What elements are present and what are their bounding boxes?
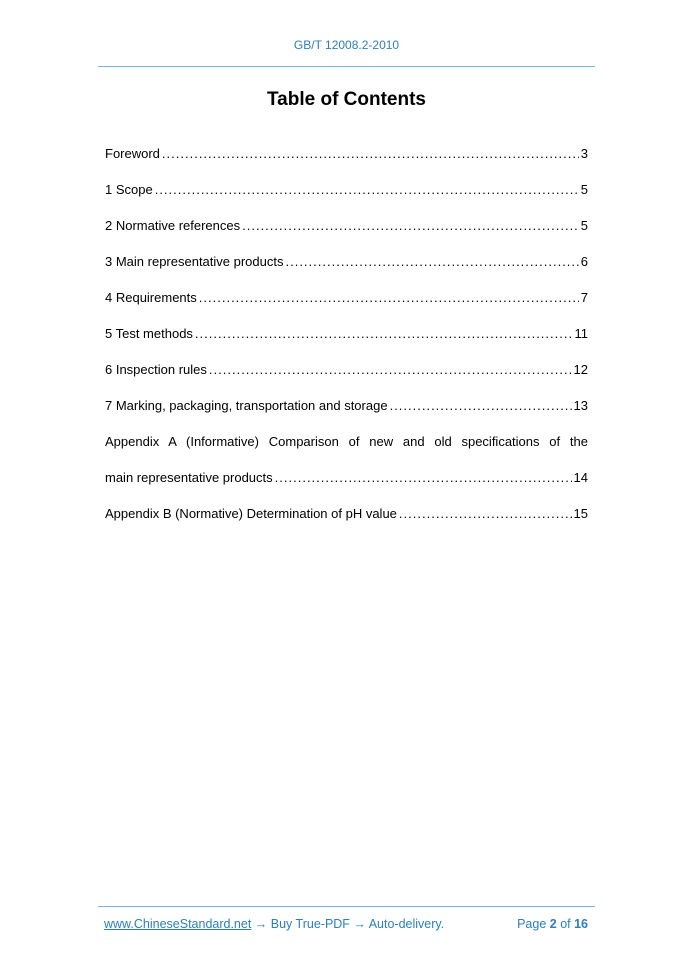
current-page-number: 2 bbox=[549, 917, 557, 931]
toc-entry-label: Foreword bbox=[105, 146, 160, 161]
toc-entry-label: 5 Test methods bbox=[105, 326, 193, 341]
toc-entry-label: 4 Requirements bbox=[105, 290, 197, 305]
dot-leader bbox=[209, 359, 572, 381]
dot-leader bbox=[162, 143, 579, 165]
website-link[interactable]: www.ChineseStandard.net bbox=[104, 917, 252, 931]
toc-entry-appendix-a-line1[interactable]: Appendix A (Informative) Comparison of new and old specifications of the bbox=[105, 434, 588, 449]
toc-entry-marking-packaging[interactable] bbox=[105, 395, 588, 431]
page-footer bbox=[104, 917, 588, 931]
toc-entry-page: 6 bbox=[580, 254, 588, 269]
dot-leader bbox=[155, 179, 579, 201]
total-page-count: 16 bbox=[574, 917, 588, 931]
document-code-header: GB/T 12008.2-2010 bbox=[293, 38, 400, 52]
dot-leader bbox=[390, 395, 572, 417]
dot-leader bbox=[199, 287, 579, 309]
toc-entry-label: main representative products bbox=[105, 470, 273, 485]
footer-divider bbox=[98, 906, 595, 907]
page-prefix: Page bbox=[517, 917, 550, 931]
toc-entry-page: 5 bbox=[580, 218, 588, 233]
dot-leader bbox=[242, 215, 579, 237]
toc-entry-page: 7 bbox=[580, 290, 588, 305]
toc-entry-page: 15 bbox=[573, 506, 588, 521]
toc-entry-label: 2 Normative references bbox=[105, 218, 241, 233]
toc-entry-scope[interactable] bbox=[105, 179, 588, 215]
toc-entry-label: 3 Main representative products bbox=[105, 254, 284, 269]
toc-entry-label: 1 Scope bbox=[105, 182, 153, 197]
toc-entry-page: 12 bbox=[573, 362, 588, 377]
toc-entry-appendix-b[interactable] bbox=[105, 503, 588, 539]
header-divider bbox=[98, 66, 595, 67]
toc-entry-main-representative-products[interactable] bbox=[105, 251, 588, 287]
page-of-label: of bbox=[556, 917, 575, 931]
toc-entry-inspection-rules[interactable] bbox=[105, 359, 588, 395]
toc-entry-label: 7 Marking, packaging, transportation and storage bbox=[105, 398, 388, 413]
toc-entry-appendix-a-line2[interactable] bbox=[105, 467, 588, 503]
toc-entry-page: 13 bbox=[573, 398, 588, 413]
toc-entry-page: 14 bbox=[573, 470, 588, 485]
footer-promo-text: → Buy True-PDF → Auto-delivery. bbox=[251, 917, 445, 931]
toc-entry-page: 11 bbox=[574, 326, 588, 341]
toc-entry-normative-references[interactable] bbox=[105, 215, 588, 251]
toc-entry-page: 5 bbox=[580, 182, 588, 197]
toc-entry-label: Appendix B (Normative) Determination of pH value bbox=[105, 506, 397, 521]
table-of-contents bbox=[105, 143, 588, 539]
toc-entry-page: 3 bbox=[580, 146, 588, 161]
page-indicator bbox=[517, 917, 588, 931]
toc-entry-foreword[interactable] bbox=[105, 143, 588, 179]
page-title: Table of Contents bbox=[266, 89, 427, 110]
dot-leader bbox=[285, 251, 578, 273]
dot-leader bbox=[275, 467, 572, 489]
toc-entry-label: 6 Inspection rules bbox=[105, 362, 207, 377]
toc-entry-test-methods[interactable] bbox=[105, 323, 588, 359]
toc-entry-requirements[interactable] bbox=[105, 287, 588, 323]
dot-leader bbox=[399, 503, 572, 525]
dot-leader bbox=[195, 323, 573, 345]
